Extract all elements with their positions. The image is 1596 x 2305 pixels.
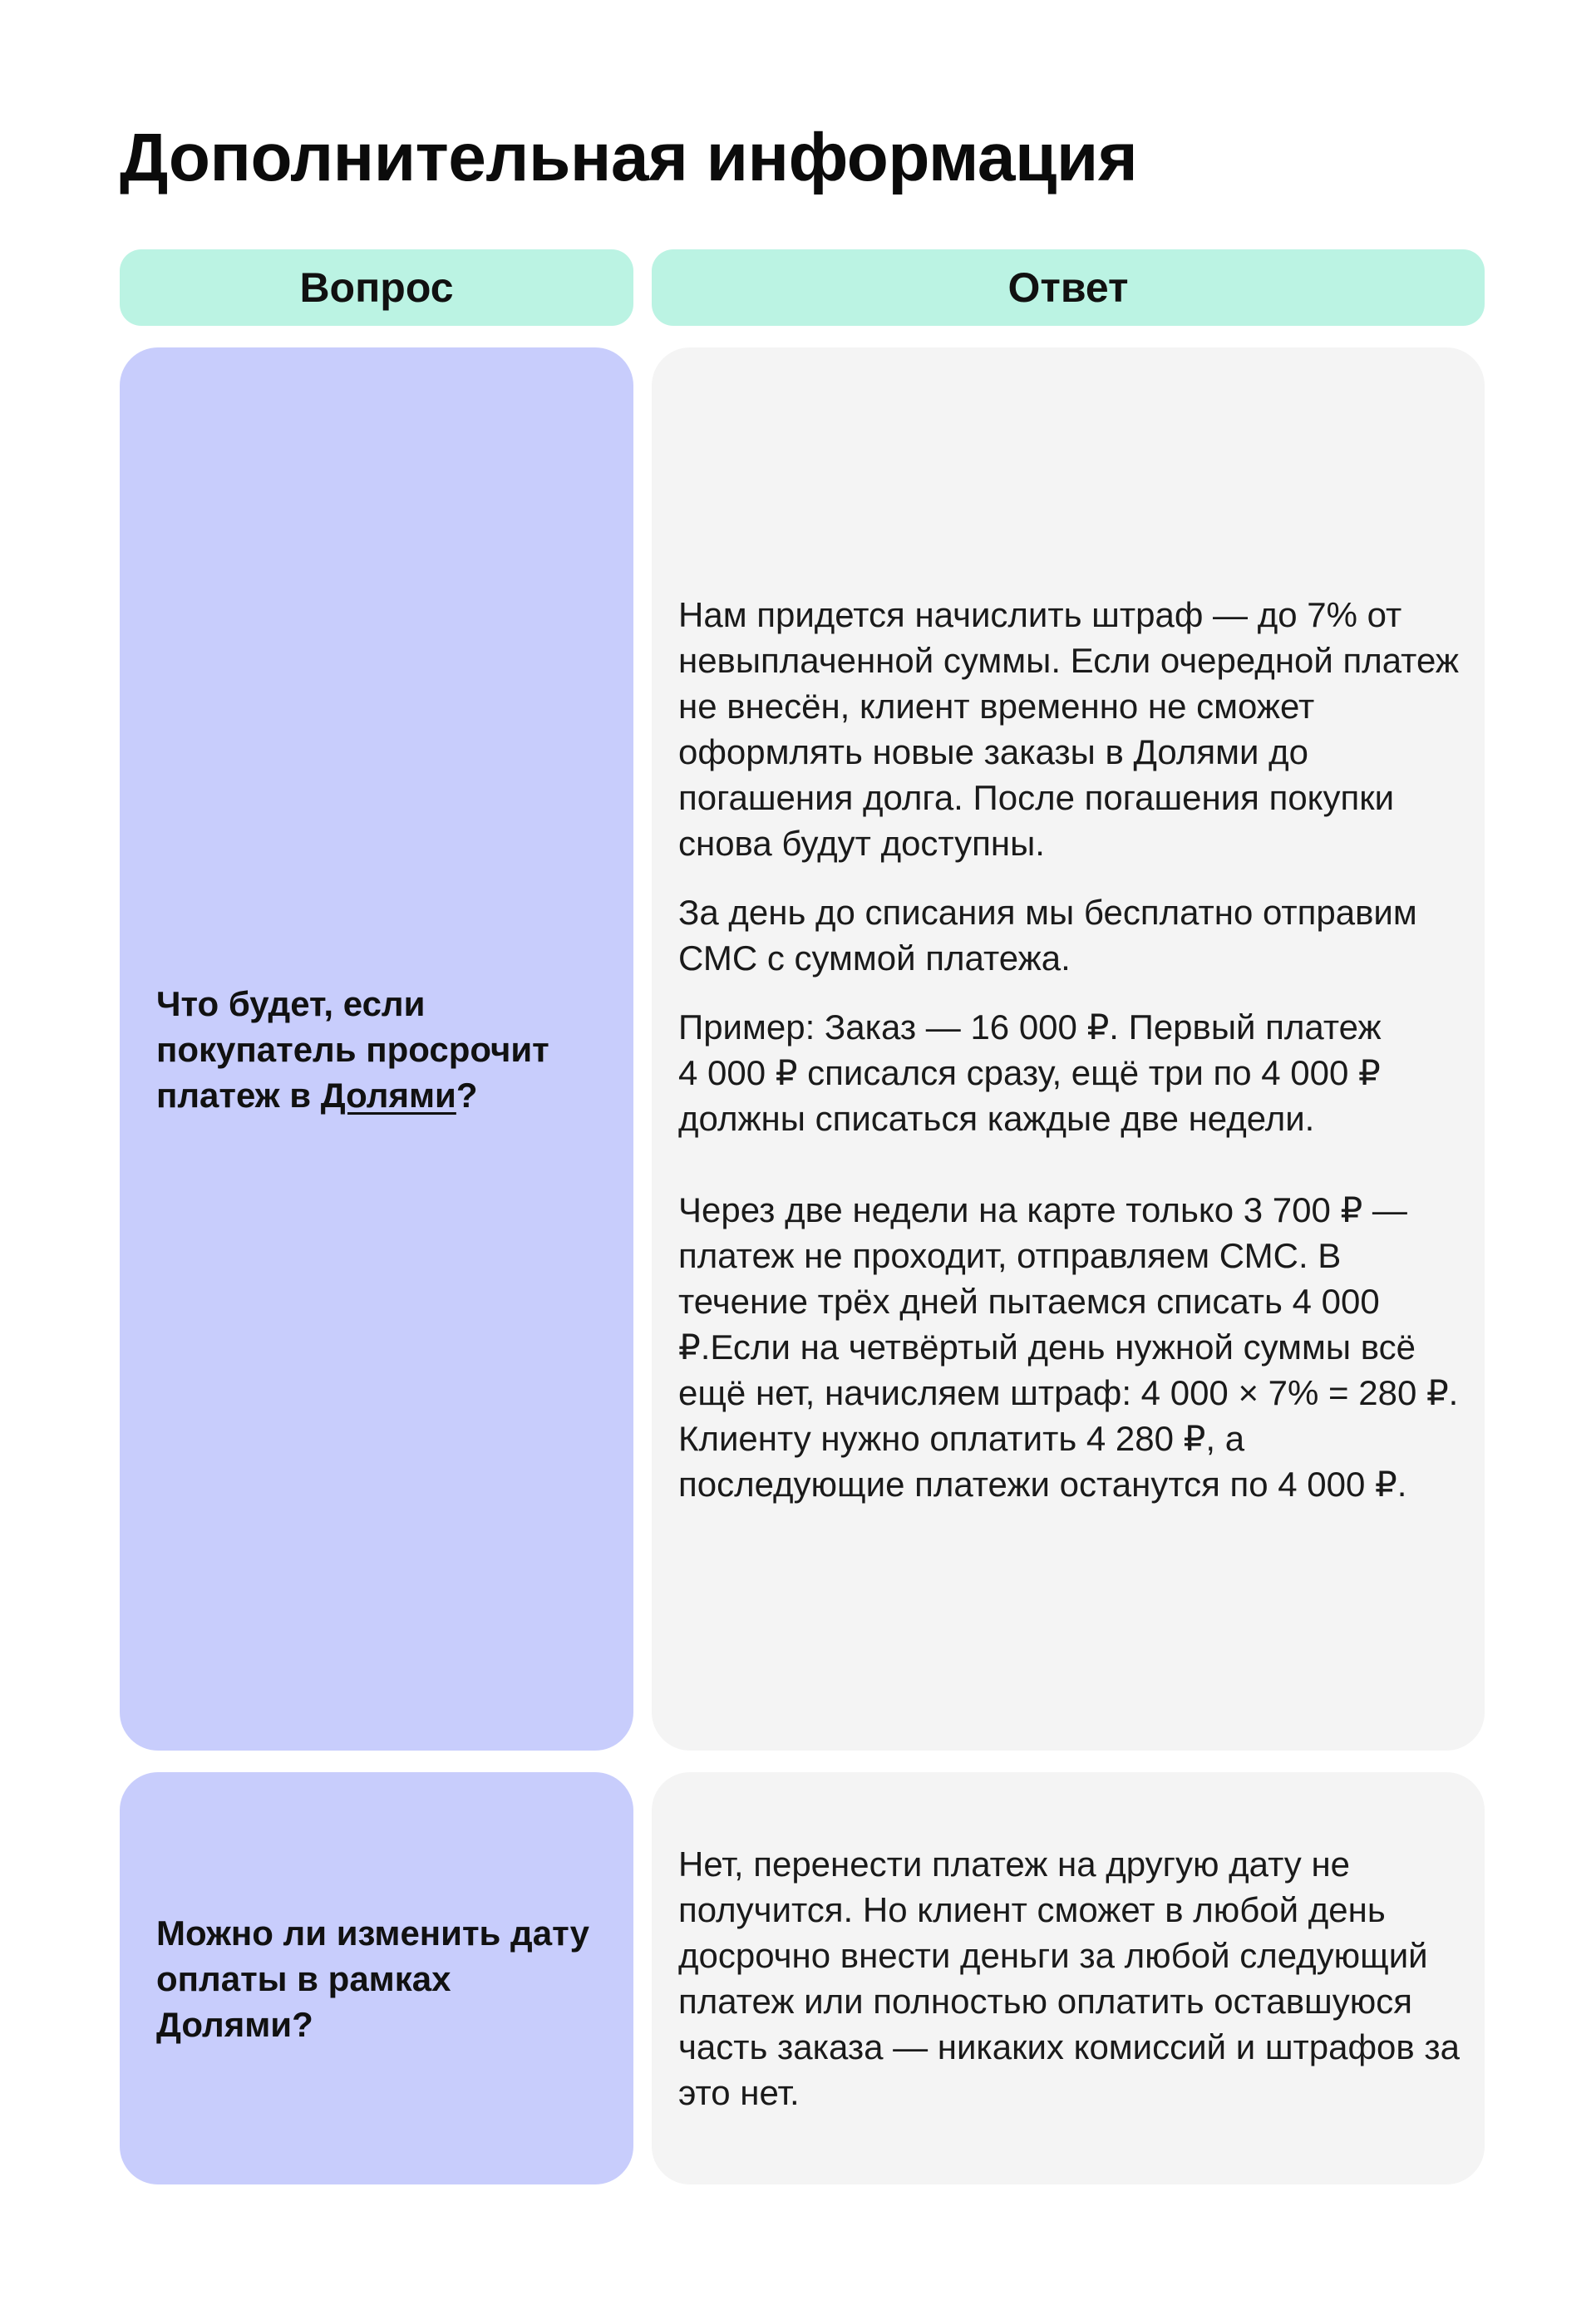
question-text [156,981,549,1118]
page-title: Дополнительная информация [120,120,1138,195]
question-text-part: Что будет, если покупатель просрочит платеж в [156,983,549,1115]
question-cell-2 [120,1772,633,2184]
answer-paragraph: Нет, перенести платеж на другую дату не получится. Но клиент сможет в любой день досрочно внести деньги за любой следующий платеж или полностью оплатить оставшуюся часть заказа — никаких комиссий и штрафов за это нет. [678,1844,1461,2112]
column-header-question: Вопрос [120,249,633,326]
question-cell-1 [120,347,633,1751]
answer-text [678,1841,1485,2115]
answer-paragraph: Пример: Заказ — 16 000 ₽. Первый платеж 4 000 ₽ списался сразу, ещё три по 4 000 ₽ должны списаться каждые две недели. [678,1007,1382,1138]
column-header-answer: Ответ [652,249,1485,326]
answer-text [678,592,1485,1507]
answer-paragraph: За день до списания мы бесплатно отправим СМС с суммой платежа. [678,892,1417,978]
answer-cell-1 [652,347,1485,1751]
question-text: Можно ли изменить дату оплаты в рамках Долями? [156,1913,590,2044]
dolyami-link[interactable]: Долями [320,1075,456,1115]
answer-paragraph: Через две недели на карте только 3 700 ₽ — платеж не проходит, отправляем СМС. В течение трёх дней пытаемся списать 4 000 ₽.Если на четвёртый день нужной суммы всё ещё нет, начисляем штраф: 4 000 × 7% = 280 ₽. Клиенту нужно оплатить 4 280 ₽, а последующие платежи останутся по 4 000 ₽. [678,1189,1459,1504]
question-text-part: ? [456,1075,478,1115]
answer-paragraph: Нам придется начислить штраф — до 7% от невыплаченной суммы. Если очередной платеж не внесён, клиент временно не сможет оформлять новые заказы в Долями до погашения долга. После погашения покупки снова будут доступны. [678,594,1459,863]
answer-cell-2 [652,1772,1485,2184]
